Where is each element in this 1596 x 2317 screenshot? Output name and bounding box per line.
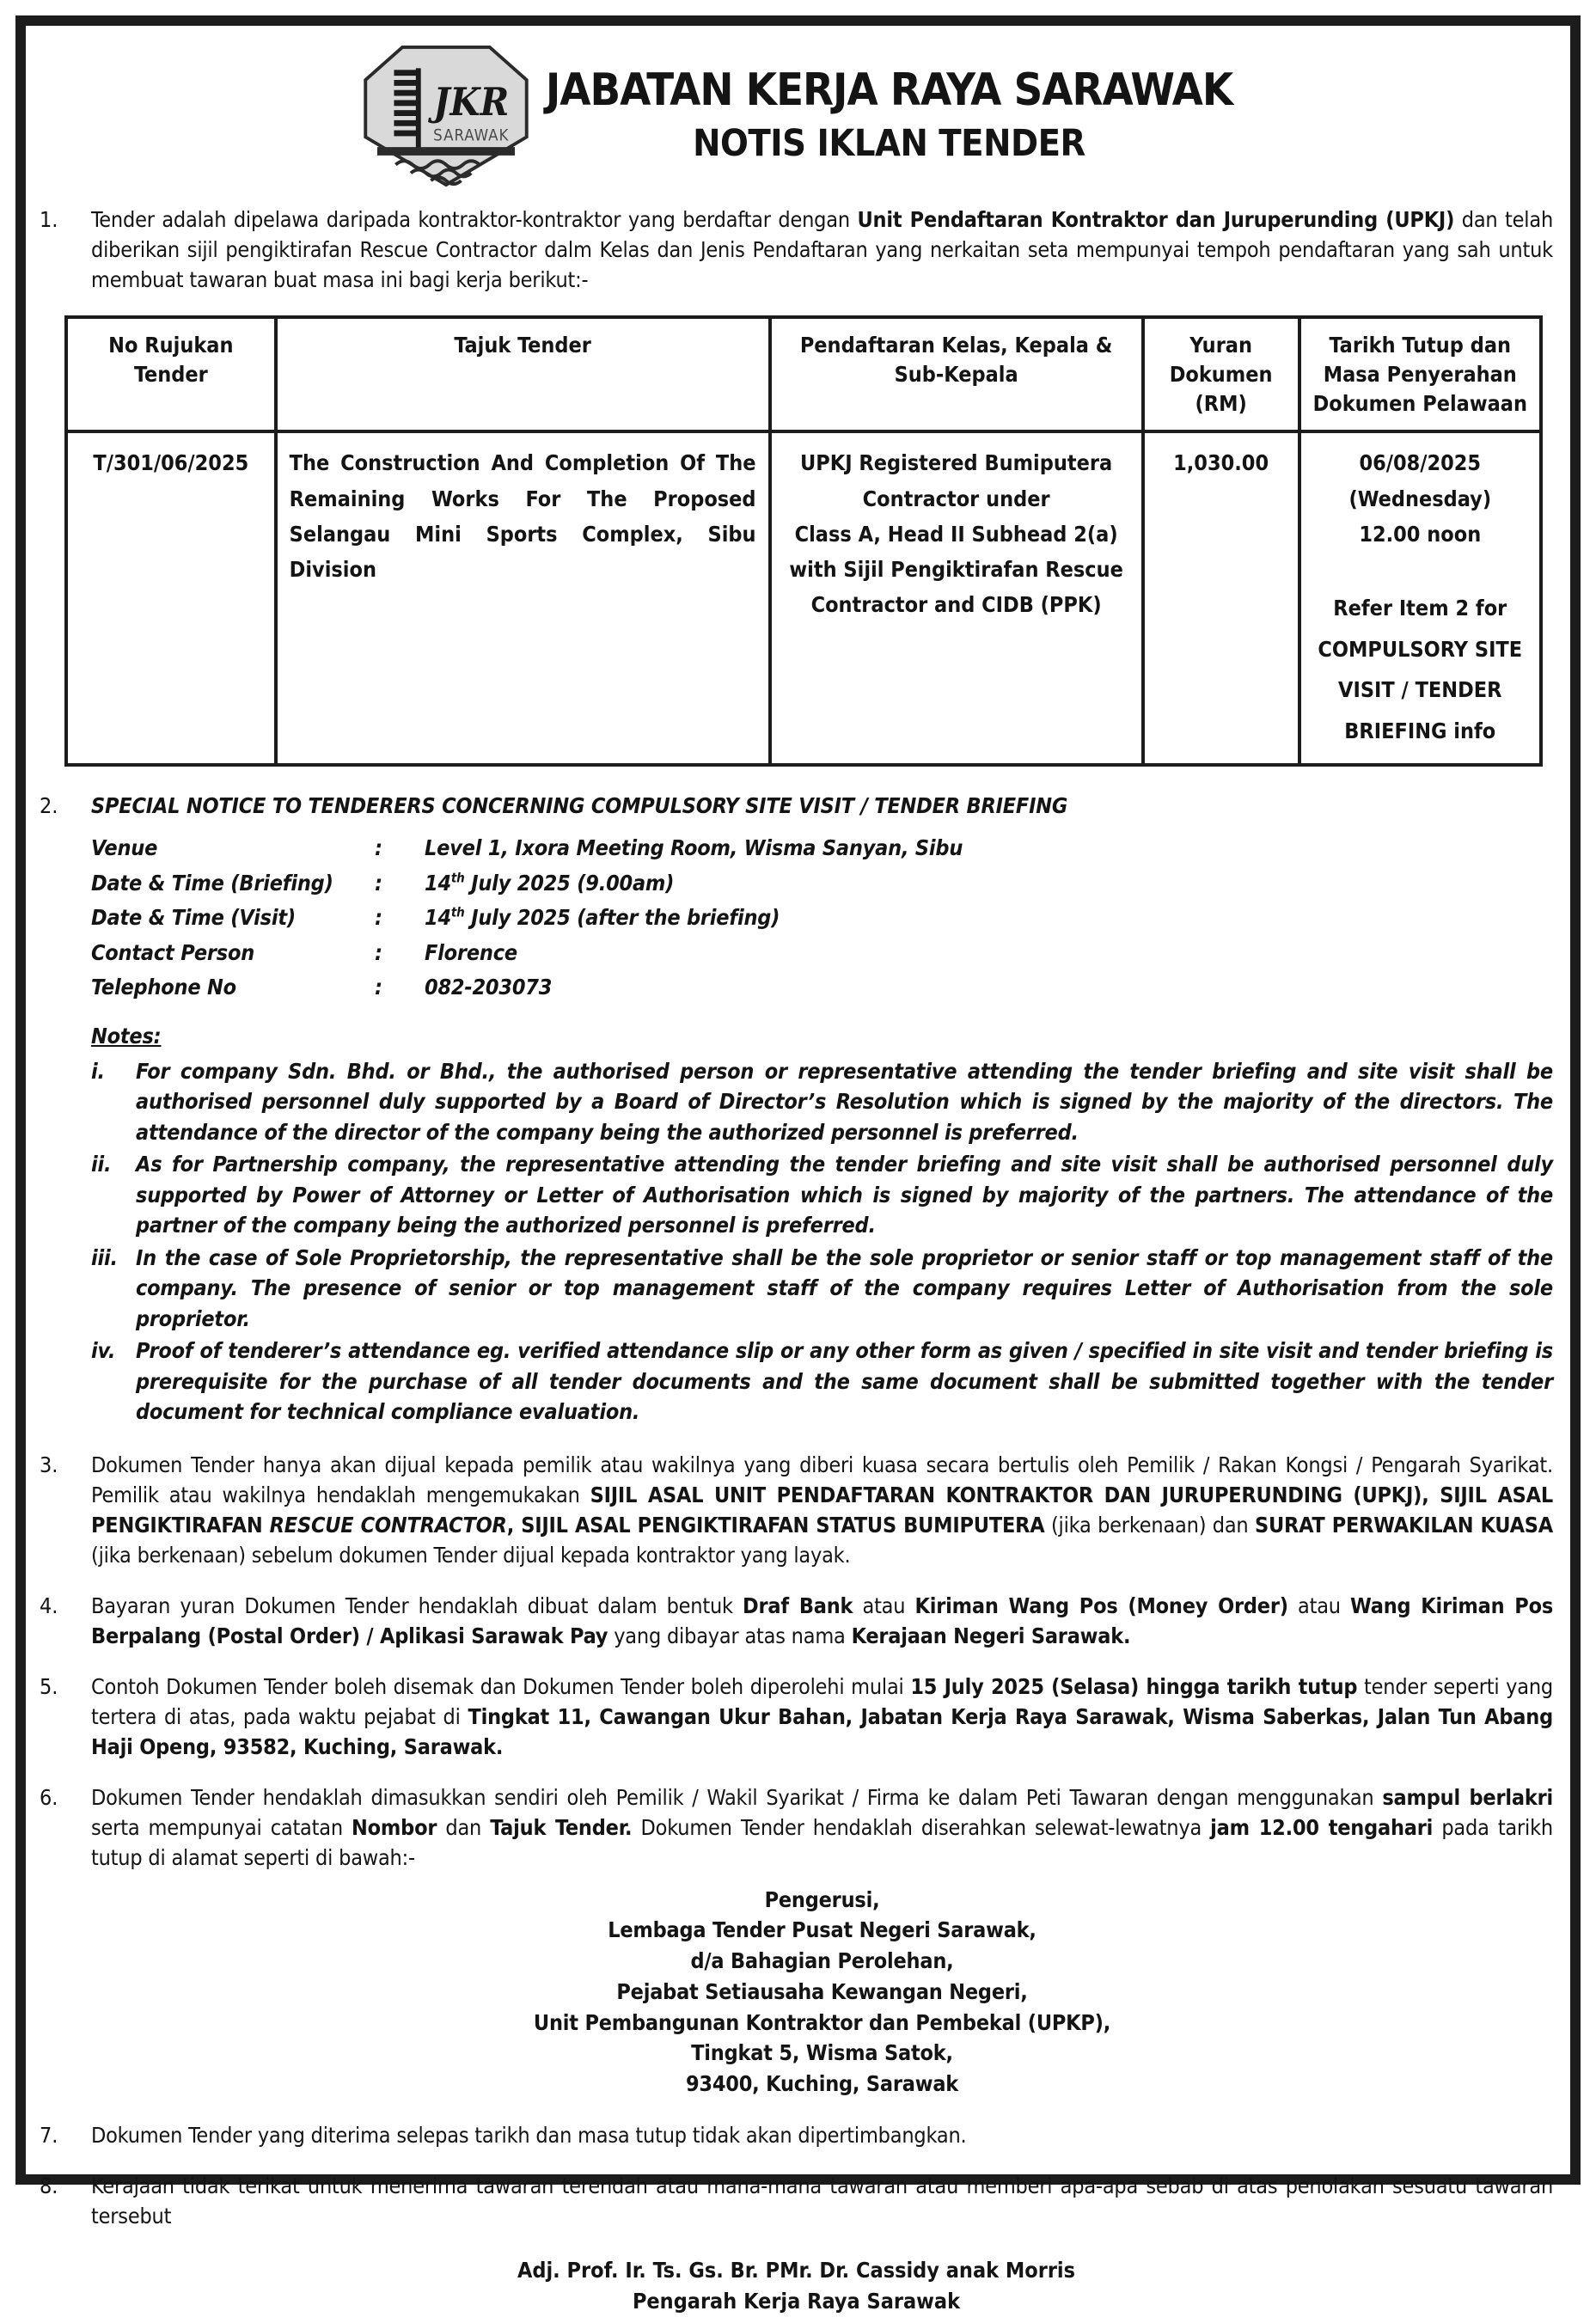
- contact-person-row: [91, 936, 1553, 971]
- item-6-submission: [40, 1782, 1553, 2100]
- item-3-document-sale: [40, 1450, 1553, 1570]
- telephone-row: [91, 970, 1553, 1006]
- telephone-label: Telephone No: [91, 975, 236, 1000]
- venue-value: Level 1, Ixora Meeting Room, Wisma Sanyan, Sibu: [425, 835, 963, 860]
- jkr-sarawak-logo: [360, 45, 532, 187]
- item-5-text: Contoh Dokumen Tender boleh disemak dan Dokumen Tender boleh diperolehi mulai 15 July 2025 (Selasa) hingga tarikh tutup tender seperti yang tertera di atas, pada waktu pejabat di Tingkat 11, Cawangan Ukur Bahan, Jabatan Kerja Raya Sarawak, Wisma Saberkas, Jalan Tun Abang Haji Openg, 93582, Kuching, Sarawak.: [91, 1673, 1553, 1759]
- notes-heading: Notes:: [91, 1023, 162, 1048]
- cell-registration: UPKJ Registered Bumiputera Contractor under Class A, Head II Subhead 2(a) with Sijil Pengiktirafan Rescue Contractor and CIDB (PPK): [770, 431, 1143, 765]
- item-4-text: Bayaran yuran Dokumen Tender hendaklah dibuat dalam bentuk Draf Bank atau Kiriman Wang Pos (Money Order) atau Wang Kiriman Pos Berpalang (Postal Order) / Aplikasi Sarawak Pay yang dibayar atas nama Kerajaan Negeri Sarawak.: [91, 1593, 1554, 1648]
- briefing-datetime-value: 14th July 2025 (9.00am): [425, 870, 675, 896]
- item-8-text: Kerajaan tidak terikat untuk menerima tawaran terendah atau mana-mana tawaran atau memberi apa-apa sebab di atas penolakan sesuatu tawaran tersebut: [91, 2173, 1553, 2228]
- contact-person-value: Florence: [425, 939, 517, 965]
- note-i-text: For company Sdn. Bhd. or Bhd., the authorised person or representative attending the tender briefing and site visit shall be authorised personnel duly supported by a Board of Director’s Resolution which is signed by the majority of the directors. The attendance of the director of the company being the authorized personnel is preferred.: [136, 1058, 1553, 1145]
- briefing-datetime-label: Date & Time (Briefing): [91, 870, 333, 896]
- visit-datetime-label: Date & Time (Visit): [91, 905, 296, 930]
- visit-datetime-row: [91, 901, 1553, 936]
- briefing-datetime-row: [91, 866, 1553, 902]
- colon: :: [375, 975, 382, 1000]
- item-4-payment: [40, 1591, 1553, 1651]
- logo-subtext: SARAWAK: [433, 126, 510, 145]
- page-subtitle: NOTIS IKLAN TENDER: [693, 122, 1085, 166]
- item-2-body: [91, 791, 1553, 1429]
- note-iv: [91, 1336, 1553, 1427]
- closing-note: Refer Item 2 for COMPULSORY SITE VISIT / TENDER BRIEFING info: [1318, 596, 1523, 743]
- page-title: JABATAN KERJA RAYA SARAWAK: [545, 64, 1233, 116]
- item-5-number: 5.: [40, 1673, 58, 1699]
- closing-date: 06/08/2025 (Wednesday) 12.00 noon: [1348, 450, 1492, 547]
- note-iii: [91, 1243, 1553, 1335]
- note-ii-number: ii.: [91, 1152, 112, 1177]
- item-8-disclaimer: [40, 2171, 1553, 2231]
- item-3-text: Dokumen Tender hanya akan dijual kepada pemilik atau wakilnya yang diberi kuasa secara bertulis oleh Pemilik / Rakan Kongsi / Pengarah Syarikat. Pemilik atau wakilnya hendaklah mengemukakan SIJIL ASAL UNIT PENDAFTARAN KONTRAKTOR DAN JURUPERUNDING (UPKJ), SIJIL ASAL PENGIKTIRAFAN RESCUE CONTRACTOR, SIJIL ASAL PENGIKTIRAFAN STATUS BUMIPUTERA (jika berkenaan) dan SURAT PERWAKILAN KUASA (jika berkenaan) sebelum dokumen Tender dijual kepada kontraktor yang layak.: [91, 1452, 1554, 1568]
- item-6-body: [91, 1782, 1553, 2100]
- cell-fee: 1,030.00: [1143, 431, 1299, 765]
- item-4-number: 4.: [40, 1593, 58, 1618]
- cell-tender-title: The Construction And Completion Of The Remaining Works For The Proposed Selangau Mini Sports Complex, Sibu Division: [276, 431, 770, 765]
- col-header-fee: Yuran Dokumen (RM): [1143, 317, 1299, 431]
- item-1-number: 1.: [40, 207, 58, 232]
- item-5-availability: [40, 1672, 1553, 1762]
- item-7-late-documents: [40, 2120, 1553, 2150]
- contact-person-label: Contact Person: [91, 939, 255, 965]
- note-iv-text: Proof of tenderer’s attendance eg. verified attendance slip or any other form as given / specified in site visit and tender briefing is prerequisite for the purchase of all tender documents and the same document shall be submitted together with the tender document for technical compliance evaluation.: [136, 1338, 1553, 1424]
- item-6-number: 6.: [40, 1784, 58, 1810]
- item-2-special-notice: [40, 791, 1553, 1429]
- tender-table-head: [66, 317, 1541, 431]
- note-i-number: i.: [91, 1058, 105, 1084]
- note-ii: [91, 1149, 1553, 1241]
- colon: :: [375, 835, 382, 860]
- item-3-number: 3.: [40, 1452, 58, 1477]
- note-i: [91, 1056, 1553, 1148]
- header-titles: [545, 64, 1233, 166]
- table-row: [66, 431, 1541, 765]
- header: [40, 45, 1553, 187]
- tender-table: [64, 315, 1543, 767]
- item-1-text: Tender adalah dipelawa daripada kontraktor-kontraktor yang berdaftar dengan Unit Pendaftaran Kontraktor dan Juruperunding (UPKJ) dan telah diberikan sijil pengiktirafan Rescue Contractor dalm Kelas dan Jenis Pendaftaran yang nerkaitan seta mempunyai tempoh pendaftaran yang sah untuk membuat tawaran buat masa ini bagi kerja berikut:-: [91, 207, 1553, 292]
- signature-name: Adj. Prof. Ir. Ts. Gs. Br. PMr. Dr. Cassidy anak Morris: [517, 2257, 1076, 2283]
- cell-ref-no: T/301/06/2025: [66, 431, 276, 765]
- signature-block: [40, 2255, 1553, 2317]
- item-7-text: Dokumen Tender yang diterima selepas tarikh dan masa tutup tidak akan dipertimbangkan.: [91, 2122, 967, 2148]
- col-header-ref-no: No Rujukan Tender: [66, 317, 276, 431]
- item-7-number: 7.: [40, 2122, 58, 2148]
- note-ii-text: As for Partnership company, the representative attending the tender briefing and site visit shall be authorised personnel duly supported by Power of Attorney or Letter of Authorisation which is signed by majority of the partners. The attendance of the partner of the company being the authorized personnel is preferred.: [136, 1152, 1553, 1238]
- note-iii-number: iii.: [91, 1244, 118, 1270]
- colon: :: [375, 870, 382, 896]
- visit-datetime-value: 14th July 2025 (after the briefing): [425, 904, 780, 930]
- item-2-number: 2.: [40, 793, 58, 818]
- item-1-invitation: [40, 205, 1553, 295]
- page-border-frame: [15, 15, 1581, 2314]
- colon: :: [375, 905, 382, 930]
- col-header-closing: Tarikh Tutup dan Masa Penyerahan Dokumen Pelawaan: [1299, 317, 1541, 431]
- note-iv-number: iv.: [91, 1338, 116, 1363]
- telephone-value: 082-203073: [425, 975, 553, 1000]
- col-header-registration: Pendaftaran Kelas, Kepala & Sub-Kepala: [770, 317, 1143, 431]
- logo-text: JKR: [433, 79, 510, 125]
- cell-closing: [1299, 431, 1541, 765]
- colon: :: [375, 939, 382, 965]
- special-notice-heading: SPECIAL NOTICE TO TENDERERS CONCERNING COMPULSORY SITE VISIT / TENDER BRIEFING: [91, 793, 1068, 818]
- venue-label: Venue: [91, 835, 158, 860]
- item-6-text: Dokumen Tender hendaklah dimasukkan sendiri oleh Pemilik / Wakil Syarikat / Firma ke dalam Peti Tawaran dengan menggunakan sampul berlakri serta mempunyai catatan Nombor dan Tajuk Tender. Dokumen Tender hendaklah diserahkan selewat-lewatnya jam 12.00 tengahari pada tarikh tutup di alamat seperti di bawah:-: [91, 1784, 1553, 1870]
- col-header-title: Tajuk Tender: [276, 317, 770, 431]
- notes-block: [91, 1021, 1553, 1427]
- note-iii-text: In the case of Sole Proprietorship, the representative shall be the sole proprietor or senior staff or top management staff of the company. The presence of senior or top management staff of the company requires Letter of Authorisation from the sole proprietor.: [136, 1244, 1553, 1331]
- signature-title: Pengarah Kerja Raya Sarawak: [632, 2289, 961, 2314]
- item-8-number: 8.: [40, 2173, 58, 2198]
- venue-row: [91, 831, 1553, 866]
- tender-box-address: Pengerusi, Lembaga Tender Pusat Negeri Sarawak, d/a Bahagian Perolehan, Pejabat Setiausaha Kewangan Negeri, Unit Pembangunan Kontraktor dan Pembekal (UPKP), Tingkat 5, Wisma Satok, 93400, Kuching, Sarawak: [533, 1886, 1111, 2096]
